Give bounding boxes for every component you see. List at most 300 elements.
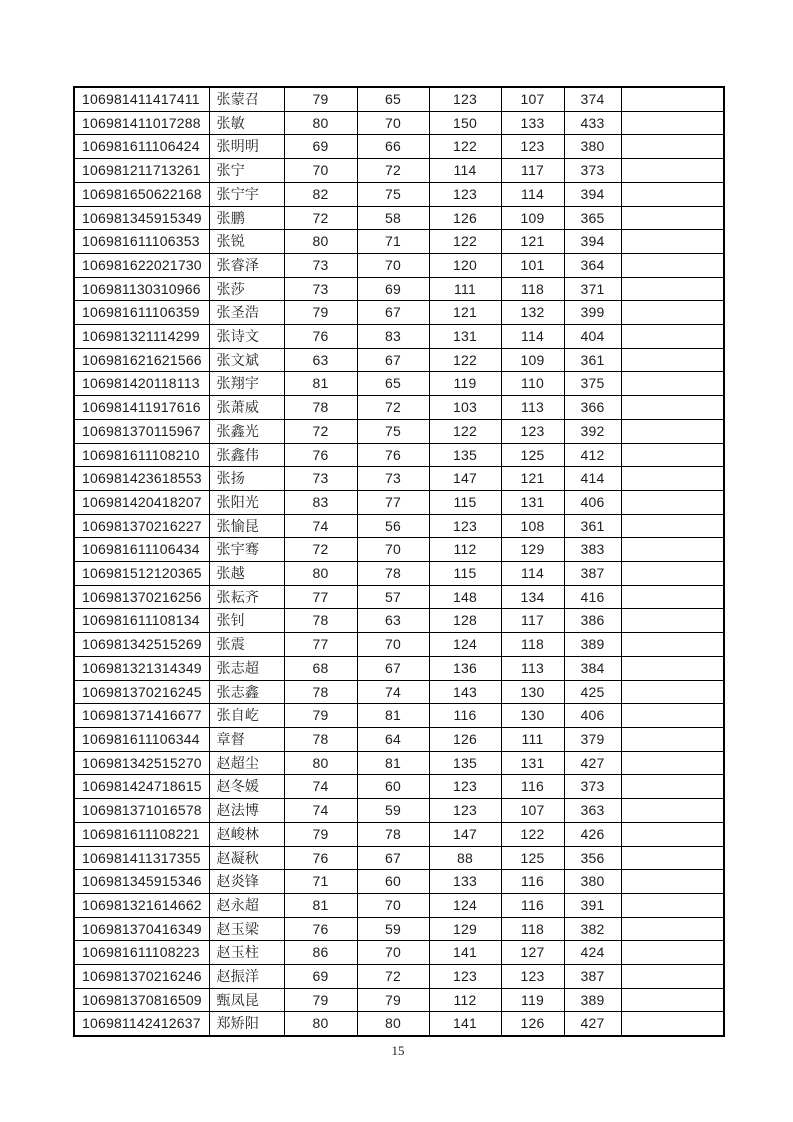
total-score-cell: 365 xyxy=(564,206,621,230)
blank-cell xyxy=(621,443,724,467)
score-4-cell: 133 xyxy=(501,111,564,135)
blank-cell xyxy=(621,562,724,586)
total-score-cell: 364 xyxy=(564,253,621,277)
total-score-cell: 394 xyxy=(564,182,621,206)
table-row xyxy=(74,159,724,183)
score-2-cell: 60 xyxy=(357,775,429,799)
score-1-cell: 80 xyxy=(284,562,357,586)
blank-cell xyxy=(621,656,724,680)
score-4-cell: 101 xyxy=(501,253,564,277)
candidate-id-cell: 106981512120365 xyxy=(74,562,209,586)
table-row xyxy=(74,396,724,420)
total-score-cell: 373 xyxy=(564,159,621,183)
name-cell: 赵峻林 xyxy=(209,822,284,846)
score-1-cell: 78 xyxy=(284,727,357,751)
blank-cell xyxy=(621,727,724,751)
candidate-id-cell: 106981342515269 xyxy=(74,633,209,657)
score-3-cell: 119 xyxy=(429,372,501,396)
candidate-id-cell: 106981411917616 xyxy=(74,396,209,420)
name-cell: 张宇骞 xyxy=(209,538,284,562)
name-cell: 赵炎锋 xyxy=(209,870,284,894)
blank-cell xyxy=(621,893,724,917)
table-row xyxy=(74,538,724,562)
score-4-cell: 132 xyxy=(501,301,564,325)
score-3-cell: 112 xyxy=(429,988,501,1012)
score-3-cell: 123 xyxy=(429,514,501,538)
table-row xyxy=(74,870,724,894)
score-2-cell: 70 xyxy=(357,633,429,657)
total-score-cell: 424 xyxy=(564,941,621,965)
score-4-cell: 134 xyxy=(501,585,564,609)
blank-cell xyxy=(621,965,724,989)
blank-cell xyxy=(621,206,724,230)
name-cell: 张阳光 xyxy=(209,490,284,514)
score-4-cell: 127 xyxy=(501,941,564,965)
score-3-cell: 121 xyxy=(429,301,501,325)
score-2-cell: 70 xyxy=(357,941,429,965)
total-score-cell: 394 xyxy=(564,230,621,254)
score-4-cell: 126 xyxy=(501,1012,564,1036)
score-3-cell: 122 xyxy=(429,135,501,159)
score-2-cell: 73 xyxy=(357,467,429,491)
candidate-id-cell: 106981611106434 xyxy=(74,538,209,562)
name-cell: 张震 xyxy=(209,633,284,657)
candidate-id-cell: 106981321114299 xyxy=(74,325,209,349)
score-2-cell: 70 xyxy=(357,111,429,135)
score-3-cell: 115 xyxy=(429,562,501,586)
score-3-cell: 150 xyxy=(429,111,501,135)
total-score-cell: 414 xyxy=(564,467,621,491)
table-row xyxy=(74,893,724,917)
blank-cell xyxy=(621,396,724,420)
score-1-cell: 74 xyxy=(284,775,357,799)
blank-cell xyxy=(621,419,724,443)
score-4-cell: 107 xyxy=(501,799,564,823)
candidate-id-cell: 106981345915346 xyxy=(74,870,209,894)
blank-cell xyxy=(621,822,724,846)
table-row xyxy=(74,372,724,396)
score-1-cell: 73 xyxy=(284,467,357,491)
total-score-cell: 386 xyxy=(564,609,621,633)
name-cell: 张文斌 xyxy=(209,348,284,372)
score-2-cell: 65 xyxy=(357,87,429,111)
table-row xyxy=(74,206,724,230)
total-score-cell: 389 xyxy=(564,633,621,657)
name-cell: 张钊 xyxy=(209,609,284,633)
score-3-cell: 123 xyxy=(429,182,501,206)
score-2-cell: 79 xyxy=(357,988,429,1012)
score-4-cell: 121 xyxy=(501,467,564,491)
score-3-cell: 112 xyxy=(429,538,501,562)
candidate-id-cell: 106981411417411 xyxy=(74,87,209,111)
total-score-cell: 433 xyxy=(564,111,621,135)
candidate-id-cell: 106981411317355 xyxy=(74,846,209,870)
table-row xyxy=(74,87,724,111)
score-2-cell: 72 xyxy=(357,396,429,420)
score-1-cell: 82 xyxy=(284,182,357,206)
candidate-id-cell: 106981611108134 xyxy=(74,609,209,633)
score-2-cell: 59 xyxy=(357,917,429,941)
table-row xyxy=(74,965,724,989)
candidate-id-cell: 106981621621566 xyxy=(74,348,209,372)
total-score-cell: 380 xyxy=(564,870,621,894)
score-2-cell: 70 xyxy=(357,893,429,917)
score-4-cell: 117 xyxy=(501,609,564,633)
score-1-cell: 80 xyxy=(284,111,357,135)
score-4-cell: 113 xyxy=(501,396,564,420)
score-4-cell: 116 xyxy=(501,870,564,894)
total-score-cell: 361 xyxy=(564,348,621,372)
candidate-id-cell: 106981370115967 xyxy=(74,419,209,443)
name-cell: 张越 xyxy=(209,562,284,586)
table-row xyxy=(74,846,724,870)
name-cell: 赵玉柱 xyxy=(209,941,284,965)
score-2-cell: 56 xyxy=(357,514,429,538)
total-score-cell: 406 xyxy=(564,490,621,514)
blank-cell xyxy=(621,775,724,799)
table-row xyxy=(74,348,724,372)
blank-cell xyxy=(621,111,724,135)
score-2-cell: 75 xyxy=(357,419,429,443)
total-score-cell: 392 xyxy=(564,419,621,443)
candidate-id-cell: 106981130310966 xyxy=(74,277,209,301)
score-1-cell: 80 xyxy=(284,230,357,254)
score-1-cell: 72 xyxy=(284,419,357,443)
score-2-cell: 67 xyxy=(357,656,429,680)
blank-cell xyxy=(621,325,724,349)
table-row xyxy=(74,419,724,443)
score-3-cell: 122 xyxy=(429,348,501,372)
blank-cell xyxy=(621,538,724,562)
score-4-cell: 121 xyxy=(501,230,564,254)
name-cell: 张明明 xyxy=(209,135,284,159)
score-1-cell: 79 xyxy=(284,988,357,1012)
name-cell: 张睿泽 xyxy=(209,253,284,277)
score-4-cell: 118 xyxy=(501,917,564,941)
total-score-cell: 427 xyxy=(564,1012,621,1036)
score-2-cell: 76 xyxy=(357,443,429,467)
table-row xyxy=(74,656,724,680)
score-3-cell: 115 xyxy=(429,490,501,514)
candidate-id-cell: 106981211713261 xyxy=(74,159,209,183)
score-1-cell: 77 xyxy=(284,633,357,657)
score-3-cell: 148 xyxy=(429,585,501,609)
candidate-id-cell: 106981371016578 xyxy=(74,799,209,823)
score-1-cell: 69 xyxy=(284,965,357,989)
blank-cell xyxy=(621,680,724,704)
name-cell: 张鑫伟 xyxy=(209,443,284,467)
score-table xyxy=(73,86,725,1037)
name-cell: 赵冬媛 xyxy=(209,775,284,799)
score-1-cell: 79 xyxy=(284,704,357,728)
score-2-cell: 65 xyxy=(357,372,429,396)
blank-cell xyxy=(621,870,724,894)
name-cell: 张鑫光 xyxy=(209,419,284,443)
total-score-cell: 373 xyxy=(564,775,621,799)
score-3-cell: 136 xyxy=(429,656,501,680)
table-row xyxy=(74,704,724,728)
table-row xyxy=(74,135,724,159)
blank-cell xyxy=(621,467,724,491)
blank-cell xyxy=(621,988,724,1012)
table-row xyxy=(74,585,724,609)
name-cell: 张自屹 xyxy=(209,704,284,728)
candidate-id-cell: 106981611108210 xyxy=(74,443,209,467)
candidate-id-cell: 106981370416349 xyxy=(74,917,209,941)
score-2-cell: 75 xyxy=(357,182,429,206)
table-row xyxy=(74,277,724,301)
page-number: 15 xyxy=(391,1043,405,1058)
score-4-cell: 110 xyxy=(501,372,564,396)
score-4-cell: 114 xyxy=(501,562,564,586)
score-2-cell: 72 xyxy=(357,965,429,989)
score-1-cell: 76 xyxy=(284,846,357,870)
candidate-id-cell: 106981321614662 xyxy=(74,893,209,917)
score-4-cell: 131 xyxy=(501,751,564,775)
candidate-id-cell: 106981611106359 xyxy=(74,301,209,325)
table-row xyxy=(74,253,724,277)
table-row xyxy=(74,230,724,254)
score-4-cell: 123 xyxy=(501,419,564,443)
blank-cell xyxy=(621,253,724,277)
candidate-id-cell: 106981370216256 xyxy=(74,585,209,609)
score-2-cell: 64 xyxy=(357,727,429,751)
score-4-cell: 114 xyxy=(501,182,564,206)
name-cell: 张锐 xyxy=(209,230,284,254)
score-4-cell: 129 xyxy=(501,538,564,562)
candidate-id-cell: 106981370216245 xyxy=(74,680,209,704)
score-1-cell: 73 xyxy=(284,277,357,301)
table-row xyxy=(74,562,724,586)
table-row xyxy=(74,111,724,135)
score-4-cell: 123 xyxy=(501,965,564,989)
name-cell: 赵玉梁 xyxy=(209,917,284,941)
total-score-cell: 399 xyxy=(564,301,621,325)
candidate-id-cell: 106981622021730 xyxy=(74,253,209,277)
score-3-cell: 143 xyxy=(429,680,501,704)
score-1-cell: 74 xyxy=(284,799,357,823)
blank-cell xyxy=(621,704,724,728)
name-cell: 张敏 xyxy=(209,111,284,135)
score-4-cell: 113 xyxy=(501,656,564,680)
score-1-cell: 79 xyxy=(284,301,357,325)
score-1-cell: 79 xyxy=(284,822,357,846)
name-cell: 张诗文 xyxy=(209,325,284,349)
score-4-cell: 107 xyxy=(501,87,564,111)
candidate-id-cell: 106981611108221 xyxy=(74,822,209,846)
score-1-cell: 76 xyxy=(284,917,357,941)
table-row xyxy=(74,822,724,846)
name-cell: 张莎 xyxy=(209,277,284,301)
candidate-id-cell: 106981371416677 xyxy=(74,704,209,728)
score-4-cell: 109 xyxy=(501,206,564,230)
blank-cell xyxy=(621,941,724,965)
score-2-cell: 59 xyxy=(357,799,429,823)
score-2-cell: 63 xyxy=(357,609,429,633)
candidate-id-cell: 106981342515270 xyxy=(74,751,209,775)
blank-cell xyxy=(621,159,724,183)
candidate-id-cell: 106981345915349 xyxy=(74,206,209,230)
score-3-cell: 123 xyxy=(429,775,501,799)
blank-cell xyxy=(621,633,724,657)
score-4-cell: 111 xyxy=(501,727,564,751)
total-score-cell: 412 xyxy=(564,443,621,467)
score-2-cell: 70 xyxy=(357,253,429,277)
score-2-cell: 78 xyxy=(357,822,429,846)
candidate-id-cell: 106981611106344 xyxy=(74,727,209,751)
total-score-cell: 379 xyxy=(564,727,621,751)
blank-cell xyxy=(621,585,724,609)
score-1-cell: 83 xyxy=(284,490,357,514)
score-3-cell: 133 xyxy=(429,870,501,894)
score-1-cell: 86 xyxy=(284,941,357,965)
total-score-cell: 382 xyxy=(564,917,621,941)
table-row xyxy=(74,609,724,633)
score-2-cell: 58 xyxy=(357,206,429,230)
score-2-cell: 67 xyxy=(357,348,429,372)
table-row xyxy=(74,182,724,206)
score-table-body xyxy=(74,87,724,1036)
candidate-id-cell: 106981611106424 xyxy=(74,135,209,159)
table-row xyxy=(74,727,724,751)
score-3-cell: 135 xyxy=(429,443,501,467)
total-score-cell: 425 xyxy=(564,680,621,704)
name-cell: 张圣浩 xyxy=(209,301,284,325)
candidate-id-cell: 106981321314349 xyxy=(74,656,209,680)
name-cell: 赵永超 xyxy=(209,893,284,917)
page-footer xyxy=(73,1042,723,1060)
score-1-cell: 78 xyxy=(284,396,357,420)
blank-cell xyxy=(621,277,724,301)
score-3-cell: 141 xyxy=(429,1012,501,1036)
candidate-id-cell: 106981370216227 xyxy=(74,514,209,538)
name-cell: 赵凝秋 xyxy=(209,846,284,870)
table-row xyxy=(74,799,724,823)
name-cell: 张萧威 xyxy=(209,396,284,420)
table-row xyxy=(74,1012,724,1036)
score-1-cell: 69 xyxy=(284,135,357,159)
score-2-cell: 83 xyxy=(357,325,429,349)
blank-cell xyxy=(621,348,724,372)
score-2-cell: 66 xyxy=(357,135,429,159)
score-3-cell: 147 xyxy=(429,467,501,491)
name-cell: 张宁 xyxy=(209,159,284,183)
score-3-cell: 111 xyxy=(429,277,501,301)
score-1-cell: 78 xyxy=(284,680,357,704)
score-1-cell: 73 xyxy=(284,253,357,277)
score-2-cell: 67 xyxy=(357,846,429,870)
name-cell: 郑矫阳 xyxy=(209,1012,284,1036)
total-score-cell: 406 xyxy=(564,704,621,728)
score-3-cell: 123 xyxy=(429,965,501,989)
table-row xyxy=(74,917,724,941)
table-row xyxy=(74,941,724,965)
table-row xyxy=(74,775,724,799)
total-score-cell: 366 xyxy=(564,396,621,420)
blank-cell xyxy=(621,751,724,775)
total-score-cell: 375 xyxy=(564,372,621,396)
score-2-cell: 78 xyxy=(357,562,429,586)
score-4-cell: 109 xyxy=(501,348,564,372)
name-cell: 甄凤昆 xyxy=(209,988,284,1012)
table-row xyxy=(74,633,724,657)
score-2-cell: 80 xyxy=(357,1012,429,1036)
score-3-cell: 114 xyxy=(429,159,501,183)
score-3-cell: 116 xyxy=(429,704,501,728)
score-4-cell: 108 xyxy=(501,514,564,538)
total-score-cell: 363 xyxy=(564,799,621,823)
score-1-cell: 77 xyxy=(284,585,357,609)
score-4-cell: 116 xyxy=(501,893,564,917)
candidate-id-cell: 106981650622168 xyxy=(74,182,209,206)
score-2-cell: 74 xyxy=(357,680,429,704)
candidate-id-cell: 106981611108223 xyxy=(74,941,209,965)
score-4-cell: 131 xyxy=(501,490,564,514)
name-cell: 张翔宇 xyxy=(209,372,284,396)
score-2-cell: 67 xyxy=(357,301,429,325)
name-cell: 赵超尘 xyxy=(209,751,284,775)
total-score-cell: 404 xyxy=(564,325,621,349)
score-4-cell: 125 xyxy=(501,443,564,467)
score-2-cell: 72 xyxy=(357,159,429,183)
score-3-cell: 103 xyxy=(429,396,501,420)
score-3-cell: 126 xyxy=(429,727,501,751)
score-4-cell: 123 xyxy=(501,135,564,159)
score-2-cell: 69 xyxy=(357,277,429,301)
score-4-cell: 130 xyxy=(501,680,564,704)
table-row xyxy=(74,490,724,514)
blank-cell xyxy=(621,917,724,941)
score-2-cell: 70 xyxy=(357,538,429,562)
score-1-cell: 72 xyxy=(284,206,357,230)
score-3-cell: 122 xyxy=(429,230,501,254)
total-score-cell: 383 xyxy=(564,538,621,562)
candidate-id-cell: 106981423618553 xyxy=(74,467,209,491)
score-3-cell: 135 xyxy=(429,751,501,775)
score-3-cell: 124 xyxy=(429,633,501,657)
score-1-cell: 80 xyxy=(284,751,357,775)
score-3-cell: 122 xyxy=(429,419,501,443)
score-4-cell: 119 xyxy=(501,988,564,1012)
blank-cell xyxy=(621,1012,724,1036)
score-4-cell: 118 xyxy=(501,633,564,657)
blank-cell xyxy=(621,182,724,206)
total-score-cell: 361 xyxy=(564,514,621,538)
score-3-cell: 141 xyxy=(429,941,501,965)
score-2-cell: 60 xyxy=(357,870,429,894)
score-1-cell: 76 xyxy=(284,443,357,467)
total-score-cell: 391 xyxy=(564,893,621,917)
score-3-cell: 124 xyxy=(429,893,501,917)
name-cell: 张扬 xyxy=(209,467,284,491)
blank-cell xyxy=(621,609,724,633)
score-4-cell: 116 xyxy=(501,775,564,799)
name-cell: 张鹏 xyxy=(209,206,284,230)
total-score-cell: 416 xyxy=(564,585,621,609)
score-1-cell: 81 xyxy=(284,372,357,396)
table-row xyxy=(74,325,724,349)
table-row xyxy=(74,988,724,1012)
score-1-cell: 78 xyxy=(284,609,357,633)
candidate-id-cell: 106981142412637 xyxy=(74,1012,209,1036)
candidate-id-cell: 106981420418207 xyxy=(74,490,209,514)
score-2-cell: 81 xyxy=(357,751,429,775)
blank-cell xyxy=(621,135,724,159)
score-3-cell: 123 xyxy=(429,799,501,823)
table-row xyxy=(74,467,724,491)
score-4-cell: 117 xyxy=(501,159,564,183)
name-cell: 张宁宇 xyxy=(209,182,284,206)
